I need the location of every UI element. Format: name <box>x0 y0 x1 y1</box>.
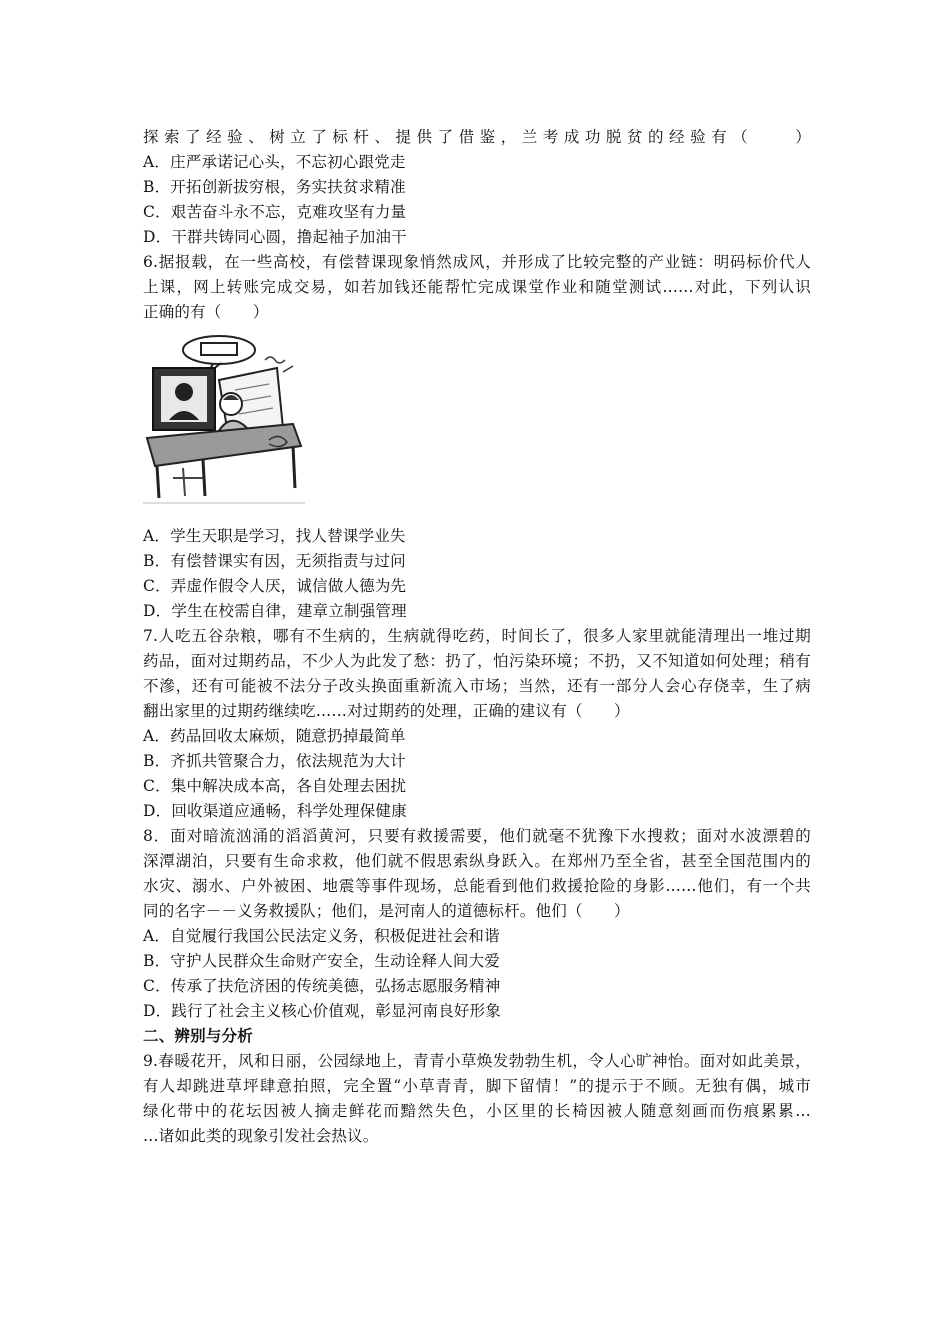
q7-option-a: A．药品回收太麻烦，随意扔掉最简单 <box>143 727 406 745</box>
q5-stem-tail: 探索了经验、树立了标杆、提供了借鉴，兰考成功脱贫的经验有（ ） <box>143 128 811 146</box>
q8-stem-line-3: 水灾、溺水、户外被困、地震等事件现场，总能看到他们救援抢险的身影……他们，有一个共 <box>143 877 811 895</box>
q8-option-b: B．守护人民群众生命财产安全，生动诠释人间大爱 <box>143 952 500 970</box>
section-heading: 二、辨别与分析 <box>143 1027 253 1045</box>
q7-stem-line-2: 药品，面对过期药品，不少人为此发了愁：扔了，怕污染环境；不扔，又不知道如何处理；稍有 <box>143 652 811 670</box>
q7-stem-line-1: 7.人吃五谷杂粮，哪有不生病的，生病就得吃药，时间长了，很多人家里就能清理出一堆过期 <box>143 627 811 645</box>
q5-option-b: B．开拓创新拔穷根，务实扶贫求精准 <box>143 178 406 196</box>
q5-option-c: C．艰苦奋斗永不忘，克难攻坚有力量 <box>143 203 407 221</box>
q7-option-d: D．回收渠道应通畅，科学处理保健康 <box>143 802 407 820</box>
q9-stem-line-4: …诸如此类的现象引发社会热议。 <box>143 1127 379 1145</box>
q6-option-b: B．有偿替课实有因，无须指责与过问 <box>143 552 406 570</box>
q8-stem-line-4: 同的名字－－义务救援队；他们，是河南人的道德标杆。他们（ ） <box>143 902 630 920</box>
q8-stem-line-1: 8．面对暗流汹涌的滔滔黄河，只要有救援需要，他们就毫不犹豫下水搜救；面对水波漂碧的 <box>143 827 811 845</box>
q5-option-d: D．干群共铸同心圆，撸起袖子加油干 <box>143 228 407 246</box>
cartoon-illustration-icon <box>143 328 305 504</box>
q6-stem-line-3: 正确的有（ ） <box>143 303 269 321</box>
q7-option-b: B．齐抓共管聚合力，依法规范为大计 <box>143 752 406 770</box>
q7-stem-line-3: 不滲，还有可能被不法分子改头换面重新流入市场；当然，还有一部分人会心存侥幸，生了病 <box>143 677 811 695</box>
q6-cartoon-figure <box>143 328 305 504</box>
q9-stem-line-2: 有人却跳进草坪肆意拍照，完全置“小草青青，脚下留情！”的提示于不顾。无独有偶，城市 <box>143 1077 811 1095</box>
q5-option-a: A．庄严承诺记心头，不忘初心跟党走 <box>143 153 406 171</box>
q8-option-c: C．传承了扶危济困的传统美德，弘扬志愿服务精神 <box>143 977 501 995</box>
q6-stem-line-1: 6.据报载，在一些高校，有偿替课现象悄然成风，并形成了比较完整的产业链：明码标价代人 <box>143 253 811 271</box>
q6-option-c: C．弄虚作假令人厌，诚信做人德为先 <box>143 577 407 595</box>
q8-stem-line-2: 深潭湖泊，只要有生命求救，他们就不假思索纵身跃入。在郑州乃至全省，甚至全国范围内的 <box>143 852 811 870</box>
q7-stem-line-4: 翻出家里的过期药继续吃……对过期药的处理，正确的建议有（ ） <box>143 702 630 720</box>
q8-option-a: A．自觉履行我国公民法定义务，积极促进社会和谐 <box>143 927 500 945</box>
q6-option-d: D．学生在校需自律，建章立制强管理 <box>143 602 407 620</box>
q6-stem-line-2: 上课，网上转账完成交易，如若加钱还能帮忙完成课堂作业和随堂测试……对此，下列认识 <box>143 278 811 296</box>
q6-option-a: A．学生天职是学习，找人替课学业失 <box>143 527 406 545</box>
q9-stem-line-3: 绿化带中的花坛因被人摘走鲜花而黯然失色，小区里的长椅因被人随意刻画而伤痕累累… <box>143 1102 811 1120</box>
q7-option-c: C．集中解决成本高，各自处理去困扰 <box>143 777 407 795</box>
q9-stem-line-1: 9.春暖花开，风和日丽，公园绿地上，青青小草焕发勃勃生机，令人心旷神怡。面对如此美景， <box>143 1052 811 1070</box>
q8-option-d: D．践行了社会主义核心价值观，彰显河南良好形象 <box>143 1002 502 1020</box>
